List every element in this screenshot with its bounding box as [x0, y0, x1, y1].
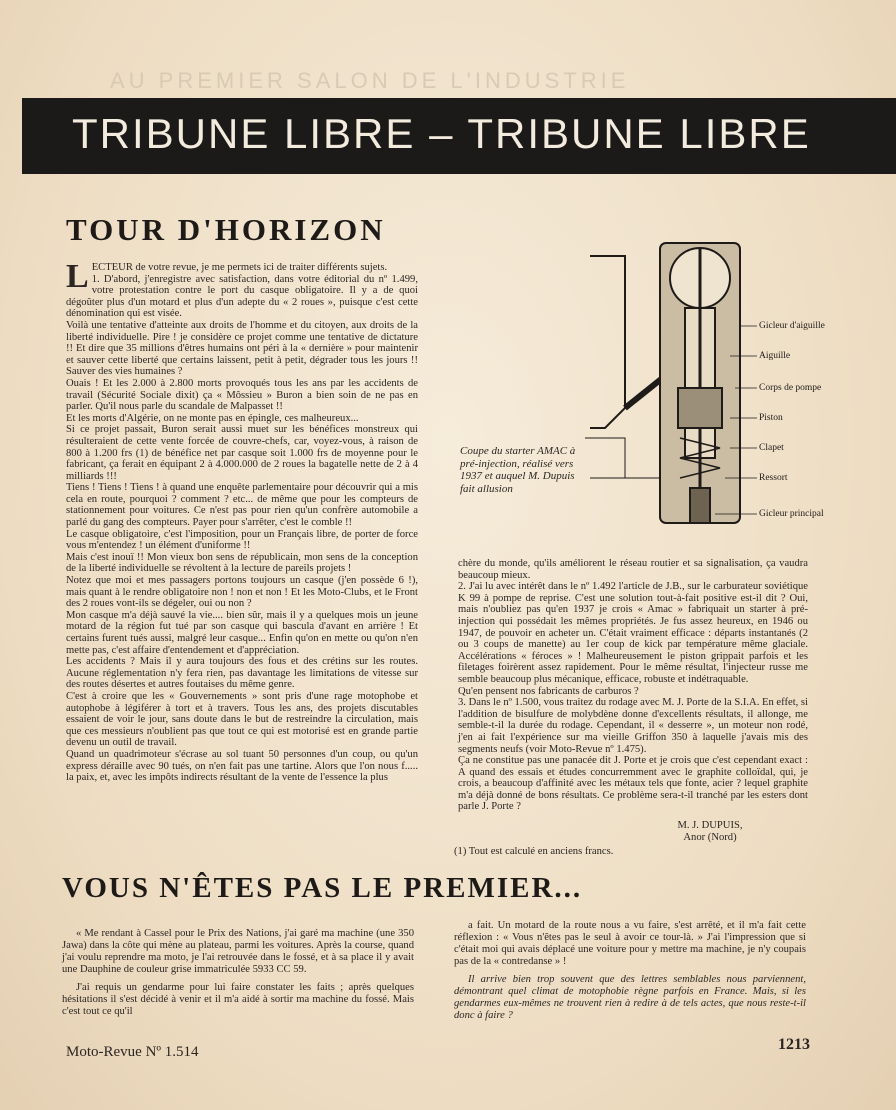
second-article-right-column [454, 920, 806, 1030]
figure-label-clapet: Clapet [759, 443, 784, 453]
figure-label-piston: Piston [759, 413, 783, 423]
article-right-column: chère du monde, qu'ils améliorent le réseau routier et sa signalisation, ça vaudra beaucoup mieux. 2. J'ai lu avec intérêt dans le nº 1.492 l'article de J.B., sur le carburateur soviétique K 99 à pompe de reprise. C'est une solution tout-à-fait positive est-il dit ? Oui, mais n'oubliez pas qu'en 1937 je crois « Amac » fabriquait un starter à pré-injection qui possédait les mêmes propriétés. Je fus assez heureux, en 1946 ou 1947, de pouvoir en acheter un. C'était vraiment efficace : départs instantanés (2 ou 3 coups de manette) au 1er coup de kick par température même glaciale. Accélérations « féroces » ! Malheureusement le piston grippait parfois et les filetages foirèrent assez rapidement. Pour le même résultat, l'injecteur russe me semble beaucoup plus mécanique, efficace, robuste et indétraquable. Qu'en pensent nos fabricants de carburos ? 3. Dans le nº 1.500, vous traitez du rodage avec M. J. Porte de la S.I.A. En effet, si l'addition de bisulfure de molybdène donne d'excellents résultats, il allonge, me semble-t-il la durée du rodage. Cependant, il « desserre », un moteur non rodé, j'en ai fait l'expérience sur ma vieille Griffon 350 à laquelle j'avais mis des segments neufs (voir Moto-Revue nº 1.475). Ça ne constitue pas une panacée dit J. Porte et je crois que c'est cependant exact : A quand des essais et études concurremment avec le graphite colloïdal, qui, je crois, a beaucoup d'affinité avec les métaux tels que fonte, acier ? lequel graphite m'a déjà donné de bons résultats. Ce problème sera-t-il tranché par les esters dont parle J. Porte ? [458, 558, 808, 813]
article-title: TOUR D'HORIZON [66, 212, 386, 247]
section-banner [22, 98, 896, 174]
footnote: (1) Tout est calculé en anciens francs. [454, 846, 614, 857]
figure-caption: Coupe du starter AMAC à pré-injection, réalisé vers 1937 et auquel M. Dupuis fait allusion [460, 445, 576, 495]
publication-footer: Moto-Revue Nº 1.514 [66, 1044, 199, 1060]
banner-text: TRIBUNE LIBRE – TRIBUNE LIBRE [72, 110, 811, 157]
starter-drawing [585, 243, 740, 523]
author-signature [610, 820, 810, 844]
figure-label-aiguille: Aiguille [759, 351, 791, 361]
second-article-left-column [62, 928, 414, 1028]
second-article-paragraph: a fait. Un motard de la route nous a vu faire, s'est arrêté, et il m'a fait cette réflexion : « Vous n'êtes pas le seul à avoir ce tour-là. » J'ai l'impression que si c'était moi qui avais déplacé une voiture pour y mettre ma machine, je n'y coupais pas de la « contredanse » ! [454, 920, 806, 967]
show-through-text: AU PREMIER SALON DE L'INDUSTRIE [110, 68, 630, 93]
page-number: 1213 [778, 1036, 810, 1053]
figure-label-gicleur-aiguille: Gicleur d'aiguille [759, 321, 825, 331]
article-left-column [66, 258, 418, 862]
author-name: M. J. DUPUIS, [677, 820, 743, 831]
second-article-paragraph: « Me rendant à Cassel pour le Prix des Nations, j'ai garé ma machine (une 350 Jawa) dans la côte qui mène au plateau, parmi les voitures. Après la course, quand j'ai voulu reprendre ma moto, je l'ai retrouvée dans le fossé, et à sa place il y avait une Dauphine de couleur grise immatriculée 5933 CC 59. [62, 928, 414, 975]
figure-label-gicleur-principal: Gicleur principal [759, 509, 824, 519]
figure-label-corps-pompe: Corps de pompe [759, 383, 822, 393]
second-article-title: VOUS N'ÊTES PAS LE PREMIER... [62, 872, 583, 904]
starter-cutaway-figure [585, 238, 825, 538]
second-article-paragraph: J'ai requis un gendarme pour lui faire constater les faits ; après quelques hésitations il s'est décidé à venir et il m'a aidé à sortir ma machine du fossé. Mais c'est tout ce qu'il [62, 982, 414, 1017]
editor-note: Il arrive bien trop souvent que des lettres semblables nous parviennent, démontrant quel climat de motophobie règne parfois en France. Mais, si les gendarmes eux-mêmes ne trouvent rien à redire à de tels actes, que nous reste-t-il donc à faire ? [454, 974, 806, 1021]
left-column-text: ECTEUR de votre revue, je me permets ici de traiter différents sujets. 1. D'abord, j'enregistre avec satisfaction, dans votre éditorial du nº 1.499, votre protestation contre le port du casque obligatoire. Il y a de quoi dégoûter plus d'un motard et plus d'un adepte du « 2 roues », puisque c'est cette dénomination qui est visée. Voilà une tentative d'atteinte aux droits de l'homme et du citoyen, aux droits de la liberté individuelle. Pire ! je considère ce projet comme une tentative de dictature !! Et dire que 35 millions d'êtres humains ont péri à la « dernière » pour maintenir et sauver cette liberté que certains laissent, petit à petit, dégrader tous les jours !! Sauver des vies humaines ? Ouais ! Et les 2.000 à 2.800 morts provoqués tous les ans par les accidents de travail (Sécurité Sociale dixit) ça « Môssieu » Buron a bien soin de ne pas en parler. Qu'il nous parle du scandale de Malpasset !! Et les morts d'Algérie, on ne monte pas en épingle, ces malheureux... Si ce projet passait, Buron serait aussi muet sur les bénéfices monstreux qui résulteraient de cette vente forcée de couvre-chefs, car, voyez-vous, à raison de 800 à 1.200 frs (1) de bénéfice net par casque soit 1.000 frs de moyenne pour le fabricant, ça ferait en équipant 2 à 4.000.000 de 2 roues la bagatelle nette de 2 à 4 milliards !!! Tiens ! Tiens ! Tiens ! à quand une enquête parlementaire pour découvrir qui a mis cela en route, pourquoi ? comment ? etc... de même que pour les compteurs de stationnement pour voitures. Ce n'est pas pour rien qu'un confrère automobile a parlé du gang des compteurs. Payer pour s'arrêter, c'est le comble !! Le casque obligatoire, c'est l'imposition, pour un Français libre, de porter de force vous m'entendez ! un élément d'uniforme !! Mais c'est inouï !! Mon vieux bon sens de républicain, mon sens de la conception de la liberté individuelle se révoltent à la lecture de pareils projets ! Notez que moi et mes passagers portons toujours un casque (j'en possède 6 !), mais quant à le rendre obligatoire non ! non et non ! Et les Moto-Clubs, et le Front des 2 roues vont-ils se dégeler, oui ou non ? Mon casque m'a déjà sauvé la vie.... bien sûr, mais il y a quelques mois un jeune motard de la région fut tué par son casque qui bascula d'avant en arrière ! Et certains furent tués aussi, malgré leur casque... Enfin qu'on en mette ou qu'on n'en mette pas, c'est affaire d'entendement et d'appréciation. Les accidents ? Mais il y aura toujours des fous et des crétins sur les routes. Aucune réglementation n'y fera rien, pas davantage les limitations de vitesse sur des routes désertes et autres foutaises du même genre. C'est à croire que les « Gouvernements » sont pris d'une rage motophobe et autophobe à légiférer à tort et à travers. Tous les ans, des projets discutables essaient de voir le jour, sans doute dans le but de restreindre la circulation, mais que ces messieurs n'oublient pas que tout ce qui est motorisé est en grande partie devenu un outil de travail. Quand un quadrimoteur s'écrase au sol tuant 50 personnes d'un coup, ou qu'un express déraille avec 90 tués, on n'en fait pas une tartine. Alors que l'on nous f..... la paix, et, avec les impôts indirects résultant de la vente de l'essence la plus [66, 262, 418, 784]
drop-cap: L [66, 258, 89, 295]
author-location: Anor (Nord) [683, 832, 737, 843]
figure-label-ressort: Ressort [759, 473, 788, 483]
